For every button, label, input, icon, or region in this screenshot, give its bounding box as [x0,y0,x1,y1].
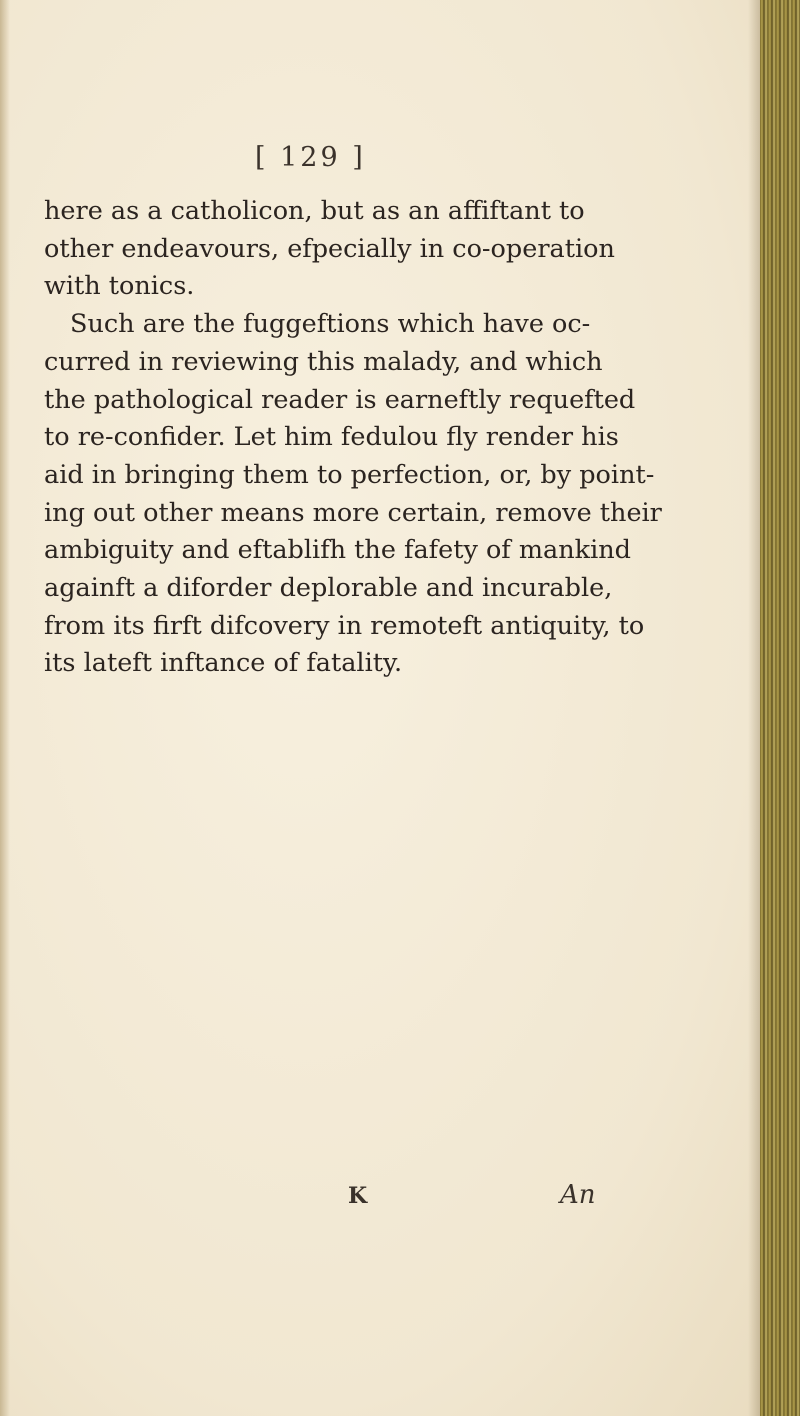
text-line: other endeavours, efpecially in co-operation [44,233,615,264]
text-line: againft a diforder deplorable and incurable, [44,573,613,604]
catchword: An [560,1180,596,1210]
text-line: Such are the fuggeftions which have oc- [70,309,591,340]
page-left-edge [0,0,10,1416]
text-line: its lateft inftance of fatality. [44,648,403,679]
page-number: [ 129 ] [255,142,366,173]
text-line: ing out other means more certain, remove their [44,497,662,528]
text-line: with tonics. [44,271,195,302]
signature-mark: K [348,1183,368,1209]
book-spine [760,0,800,1416]
text-line: here as a catholicon, but as an affiftant to [44,196,585,226]
text-line: curred in reviewing this malady, and which [44,346,603,377]
text-line: aid in bringing them to perfection, or, by point- [44,459,655,490]
text-line: from its firft difcovery in remoteft antiquity, to [44,610,645,641]
text-line: ambiguity and eftablifh the fafety of mankind [44,535,632,566]
body-text [44,193,662,683]
text-line: to re-confider. Let him fedulou fly render his [44,422,619,453]
text-line: the pathological reader is earneftly requefted [44,384,636,415]
